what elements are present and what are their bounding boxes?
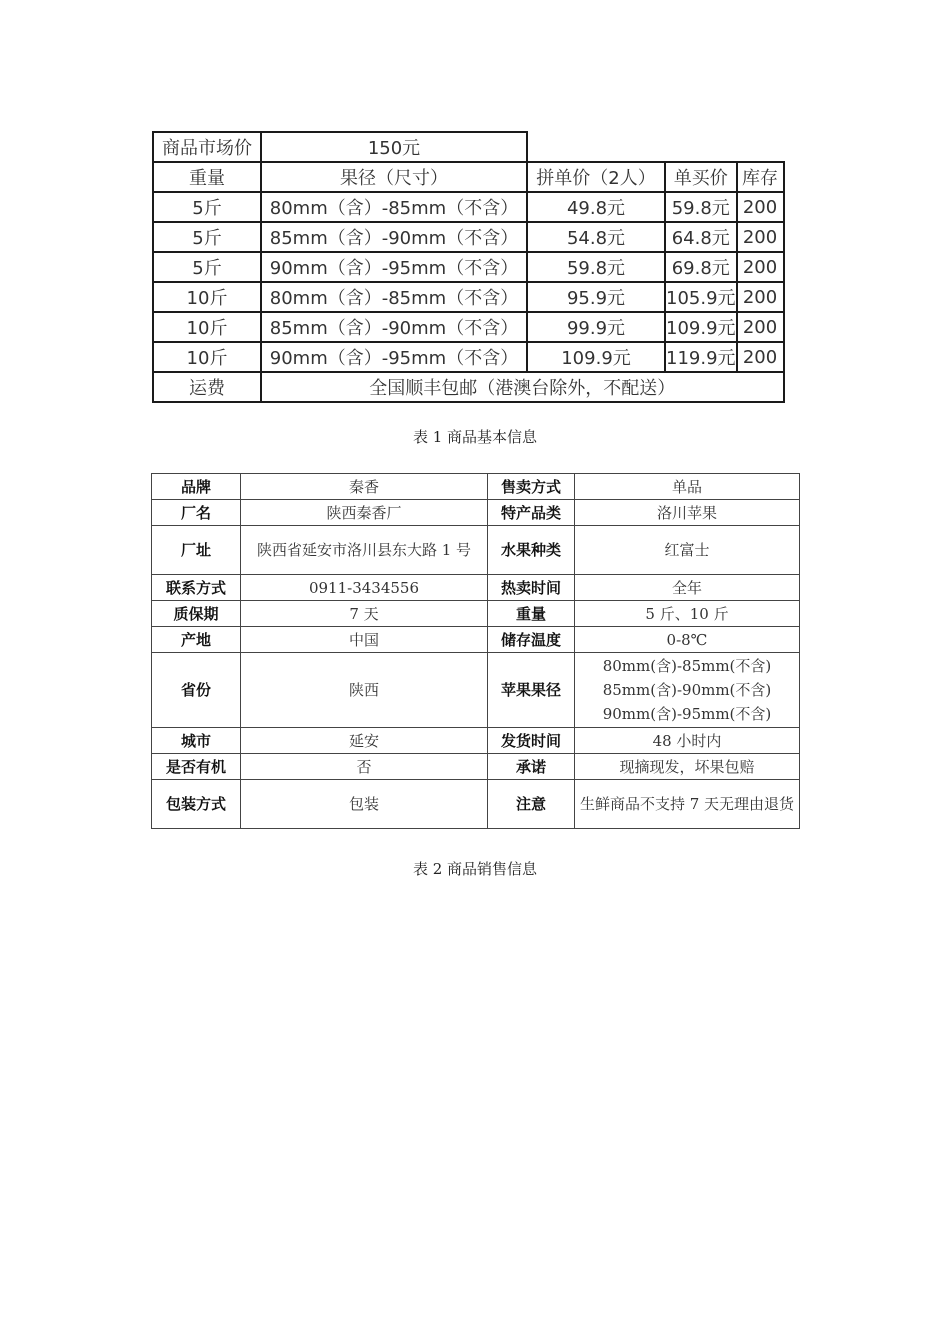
table-row [153,372,784,402]
table-row [152,601,800,627]
stock-cell: 200 [737,192,784,222]
table-row [153,252,784,282]
field-label: 包装方式 [152,780,241,829]
field-value: 延安 [241,728,488,754]
table-row [153,342,784,372]
field-value: 陕西 [241,653,488,728]
weight-cell: 10斤 [153,312,261,342]
table2-caption: 表 2 商品销售信息 [412,860,538,878]
field-label: 品牌 [152,474,241,500]
field-value: 红富士 [575,526,800,575]
field-value: 陕西秦香厂 [241,500,488,526]
field-label: 水果种类 [488,526,575,575]
field-value: 0-8℃ [575,627,800,653]
column-header: 拼单价（2人） [527,162,665,192]
group-price-cell: 95.9元 [527,282,665,312]
field-label: 储存温度 [488,627,575,653]
weight-cell: 10斤 [153,342,261,372]
field-value: 7 天 [241,601,488,627]
weight-cell: 5斤 [153,192,261,222]
shipping-value: 全国顺丰包邮（港澳台除外，不配送） [261,372,784,402]
size-cell: 90mm（含）-95mm（不含） [261,342,527,372]
market-price-value: 150元 [261,132,527,162]
table-row [152,780,800,829]
field-label: 质保期 [152,601,241,627]
table-row [152,474,800,500]
table-row [152,627,800,653]
group-price-cell: 59.8元 [527,252,665,282]
shipping-label: 运费 [153,372,261,402]
field-label: 承诺 [488,754,575,780]
table-row [152,526,800,575]
field-value: 48 小时内 [575,728,800,754]
field-label: 发货时间 [488,728,575,754]
field-value: 5 斤、10 斤 [575,601,800,627]
table-row [152,754,800,780]
field-value: 全年 [575,575,800,601]
field-value: 陕西省延安市洛川县东大路 1 号 [241,526,488,575]
market-price-label: 商品市场价 [153,132,261,162]
column-header: 重量 [153,162,261,192]
size-cell: 80mm（含）-85mm（不含） [261,192,527,222]
table-row [152,575,800,601]
table-row [153,222,784,252]
single-price-cell: 64.8元 [665,222,737,252]
size-line: 90mm(含)-95mm(不含) [602,705,772,723]
field-value: 单品 [575,474,800,500]
group-price-cell: 54.8元 [527,222,665,252]
field-value: 否 [241,754,488,780]
size-line: 85mm(含)-90mm(不含) [602,681,772,699]
field-label: 省份 [152,653,241,728]
group-price-cell: 99.9元 [527,312,665,342]
table-header-row [153,162,784,192]
field-value [575,653,800,728]
table-row [153,192,784,222]
size-line: 80mm(含)-85mm(不含) [602,657,772,675]
weight-cell: 5斤 [153,252,261,282]
field-label: 厂址 [152,526,241,575]
table-row [153,312,784,342]
single-price-cell: 69.8元 [665,252,737,282]
size-cell: 85mm（含）-90mm（不含） [261,312,527,342]
single-price-cell: 109.9元 [665,312,737,342]
field-value: 现摘现发，坏果包赔 [575,754,800,780]
field-label: 热卖时间 [488,575,575,601]
table-row [152,653,800,728]
table-row [152,500,800,526]
field-label: 产地 [152,627,241,653]
size-cell: 85mm（含）-90mm（不含） [261,222,527,252]
column-header: 果径（尺寸） [261,162,527,192]
field-label: 重量 [488,601,575,627]
field-label: 城市 [152,728,241,754]
size-cell: 90mm（含）-95mm（不含） [261,252,527,282]
weight-cell: 5斤 [153,222,261,252]
group-price-cell: 109.9元 [527,342,665,372]
stock-cell: 200 [737,342,784,372]
field-label: 是否有机 [152,754,241,780]
stock-cell: 200 [737,252,784,282]
field-value: 包装 [241,780,488,829]
table-row [153,132,784,162]
stock-cell: 200 [737,222,784,252]
field-value: 秦香 [241,474,488,500]
table-row [152,728,800,754]
field-value: 生鲜商品不支持 7 天无理由退货 [575,780,800,829]
group-price-cell: 49.8元 [527,192,665,222]
single-price-cell: 59.8元 [665,192,737,222]
field-label: 厂名 [152,500,241,526]
table1-caption: 表 1 商品基本信息 [412,428,538,446]
stock-cell: 200 [737,282,784,312]
single-price-cell: 105.9元 [665,282,737,312]
column-header: 库存 [737,162,784,192]
table-row [153,282,784,312]
field-value: 0911-3434556 [241,575,488,601]
field-label: 特产品类 [488,500,575,526]
size-cell: 80mm（含）-85mm（不含） [261,282,527,312]
field-value: 中国 [241,627,488,653]
field-label: 注意 [488,780,575,829]
field-label: 联系方式 [152,575,241,601]
field-label: 苹果果径 [488,653,575,728]
stock-cell: 200 [737,312,784,342]
product-sales-info-table [151,473,800,829]
single-price-cell: 119.9元 [665,342,737,372]
field-value: 洛川苹果 [575,500,800,526]
field-label: 售卖方式 [488,474,575,500]
product-basic-info-table [152,131,785,403]
weight-cell: 10斤 [153,282,261,312]
column-header: 单买价 [665,162,737,192]
